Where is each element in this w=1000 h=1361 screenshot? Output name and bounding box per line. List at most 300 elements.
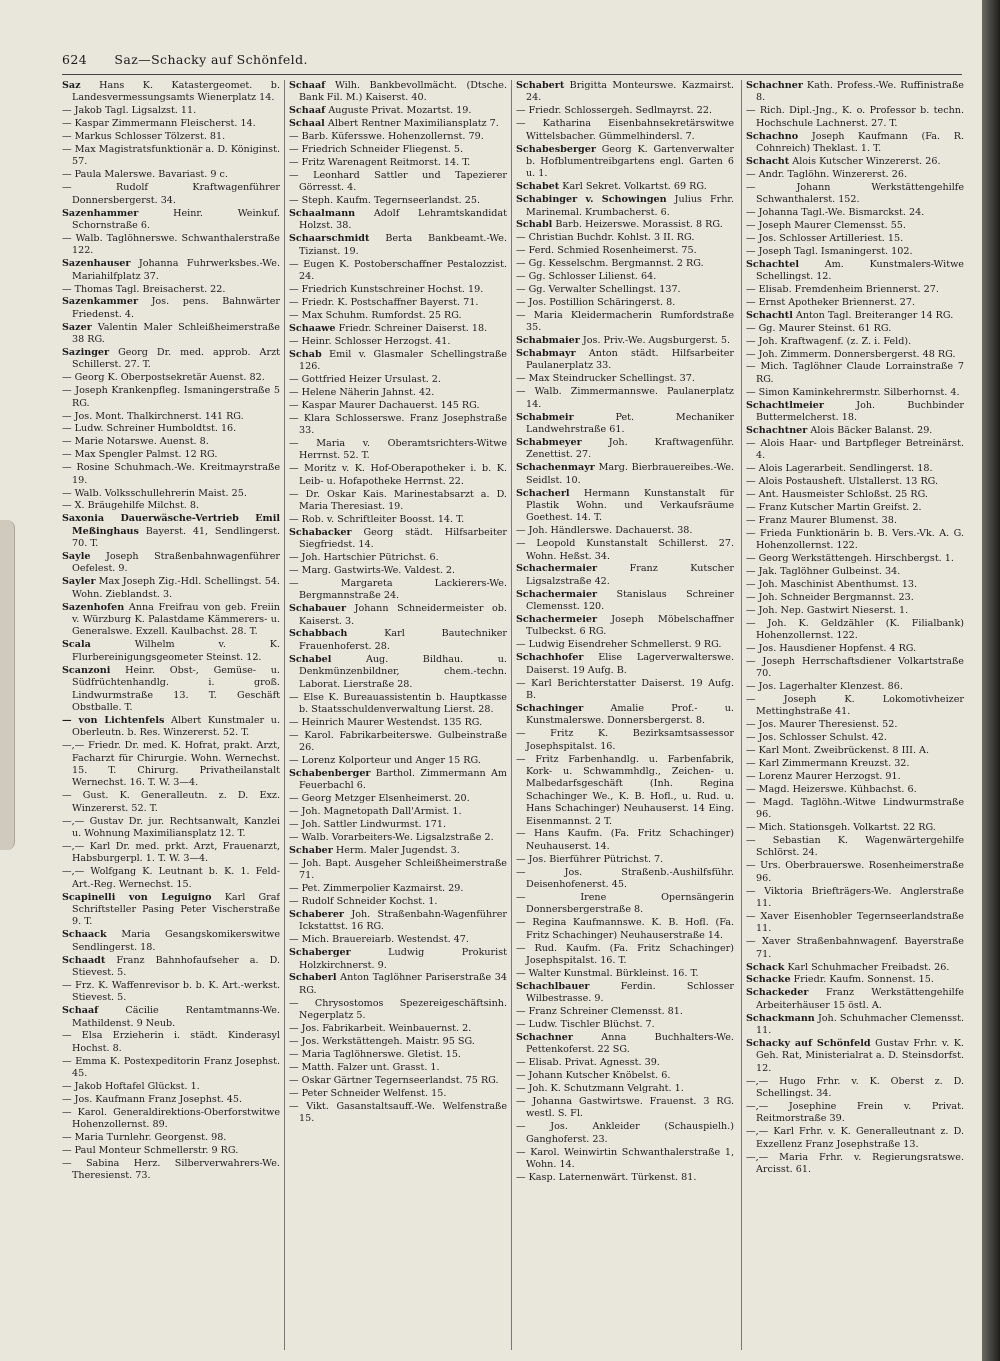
entry-text: — Viktoria Briefträgers-We. Anglerstraße 11. xyxy=(746,885,964,909)
directory-entry xyxy=(289,400,507,412)
entry-text: — Mich. Stationsgeh. Volkartst. 22 RG. xyxy=(746,822,936,834)
directory-entry xyxy=(289,565,507,577)
directory-entry xyxy=(289,1023,507,1035)
entry-text: — Kaspar Zimmermann Fleischerst. 14. xyxy=(62,118,256,130)
entry-text: — Jos. Postillion Schäringerst. 8. xyxy=(516,296,676,308)
directory-entry xyxy=(516,386,734,411)
directory-entry xyxy=(746,860,964,885)
entry-text: — Georg Metzger Elsenheimerst. 20. xyxy=(289,793,470,805)
directory-entry xyxy=(746,1013,964,1038)
directory-entry xyxy=(746,784,964,796)
entry-text: Anna Freifrau von geb. Freiin v. Würzburg K. Palastdame Kämmerers- u. Generalswe. Exzell. Kaulbachst. 28. T. xyxy=(72,601,280,638)
directory-entry xyxy=(746,605,964,617)
entry-text: Auguste Privat. Mozartst. 19. xyxy=(328,105,472,117)
directory-entry xyxy=(746,259,964,284)
entry-text: Hermann Kunstanstalt für Plastik Wohn. und Verkaufsräume Goethest. 14. T. xyxy=(526,487,734,524)
directory-entry xyxy=(62,1030,280,1055)
entry-text: — Max Steindrucker Schellingst. 37. xyxy=(516,373,695,385)
directory-entry xyxy=(289,336,507,348)
entry-text: Friedr. Schreiner Daiserst. 18. xyxy=(338,322,488,334)
entry-surname: Schabinger v. Schowingen xyxy=(516,194,667,206)
entry-text: — Katharina Eisenbahnsekretärswitwe Wittelsbacher. Gümmelhindersl. 7. xyxy=(516,118,734,142)
directory-entry xyxy=(289,131,507,143)
entry-surname: Schacherl xyxy=(516,487,570,499)
entry-surname: Schack xyxy=(746,961,785,973)
entry-text: Valentin Maler Schleißheimerstraße 38 RG. xyxy=(72,321,280,346)
entry-text: — Mich. Taglöhner Claude Lorrainstraße 7 RG. xyxy=(746,361,964,385)
entry-text: — Ernst Apotheker Briennerst. 27. xyxy=(746,296,916,308)
entry-text: — Jos. Lagerhalter Klenzest. 86. xyxy=(746,681,903,693)
directory-entry xyxy=(289,934,507,946)
directory-entry xyxy=(746,771,964,783)
directory-entry xyxy=(516,437,734,462)
entry-surname: Schab xyxy=(289,348,322,360)
entry-text: — Karl Berichterstatter Daiserst. 19 Aufg. B. xyxy=(516,677,734,701)
entry-text: — Walb. Zimmermannswe. Paulanerplatz 14. xyxy=(516,386,734,410)
directory-entry xyxy=(289,578,507,603)
directory-entry xyxy=(746,681,964,693)
entry-text: Georg städt. Hilfsarbeiter Siegfriedst. 14. xyxy=(299,526,507,551)
entry-text: — Urs. Oberbrauerswe. Rosenheimerstraße 96. xyxy=(746,860,964,884)
entry-text: Johann Schneidermeister ob. Kaiserst. 3. xyxy=(299,603,507,627)
directory-entry xyxy=(289,896,507,908)
directory-entry xyxy=(62,1132,280,1144)
entry-text: Max Joseph Zig.-Hdl. Schellingst. 54. Wohn. Zieblandst. 3. xyxy=(72,576,280,600)
entry-text: — Franz Kutscher Martin Greifst. 2. xyxy=(746,501,922,513)
entry-text: —,— Karl Dr. med. prkt. Arzt, Frauenarzt, Habsburgerpl. 1. T. W. 3—4. xyxy=(62,840,280,865)
entry-text: Stanislaus Schreiner Clemensst. 120. xyxy=(526,588,734,613)
directory-entry xyxy=(746,169,964,181)
entry-text: — X. Bräugehilfe Milchst. 8. xyxy=(62,500,200,512)
entry-surname: Schabmeyer xyxy=(516,436,582,448)
entry-surname: Schachtner xyxy=(746,424,808,436)
entry-text: Cäcilie Rentamtmanns-We. Mathildenst. 9 Neub. xyxy=(72,1005,280,1029)
entry-text: — Paula Malerswe. Bavariast. 9 c. xyxy=(62,169,228,181)
directory-entry xyxy=(746,515,964,527)
directory-entry xyxy=(289,144,507,156)
entry-text: — Franz Maurer Blumenst. 38. xyxy=(746,514,897,526)
directory-entry xyxy=(516,297,734,309)
entry-surname: Schaaf xyxy=(289,80,326,91)
entry-text: — Oskar Gärtner Tegernseerlandst. 75 RG. xyxy=(289,1074,499,1086)
entry-surname: Schaber xyxy=(289,844,333,856)
entry-text: — Maria Turnlehr. Georgenst. 98. xyxy=(62,1132,227,1144)
directory-entry xyxy=(516,892,734,917)
directory-entry xyxy=(62,576,280,601)
entry-surname: Scapinelli von Leguigno xyxy=(62,891,212,903)
directory-entry xyxy=(516,1172,734,1184)
directory-entry xyxy=(516,1032,734,1057)
directory-entry xyxy=(516,828,734,853)
entry-text: Alois Kutscher Winzererst. 26. xyxy=(792,155,941,167)
directory-entry xyxy=(516,968,734,980)
directory-entry xyxy=(62,182,280,207)
directory-entry xyxy=(289,1075,507,1087)
directory-entry xyxy=(746,361,964,386)
entry-text: — Rosine Schuhmach.-We. Kreitmayrstraße 19. xyxy=(62,462,280,486)
directory-entry xyxy=(289,730,507,755)
entry-text: — Alois Haar- und Bartpfleger Betreinärst. 4. xyxy=(746,437,964,462)
entry-surname: Schacky auf Schönfeld xyxy=(746,1037,871,1049)
entry-text: — Karol. Fabrikarbeiterswe. Gulbeinstraße 26. xyxy=(289,729,507,754)
directory-entry xyxy=(62,423,280,435)
entry-text: — Gottfried Heizer Ursulast. 2. xyxy=(289,373,441,385)
entry-text: Albert Rentner Maximiliansplatz 7. xyxy=(327,118,499,130)
entry-text: — Simon Kaminkehrermstr. Silberhornst. 4. xyxy=(746,386,960,398)
entry-text: — Johanna Gastwirtswe. Frauenst. 3 RG. westl. S. Fl. xyxy=(516,1096,734,1120)
entry-text: — Max Magistratsfunktionär a. D. Königinst. 57. xyxy=(62,144,280,168)
entry-text: Georg Dr. med. approb. Arzt Schillerst. 27. T. xyxy=(72,347,280,371)
entry-text: — Johann Kutscher Knöbelst. 6. xyxy=(516,1070,671,1082)
directory-entry xyxy=(289,1036,507,1048)
entry-text: — Karol. Weinwirtin Schwanthalerstraße 1, Wohn. 14. xyxy=(516,1146,734,1171)
entry-text: — Moritz v. K. Hof-Oberapotheker i. b. K. Leib- u. Hofapotheke Herrnst. 22. xyxy=(289,463,507,487)
entry-text: — Fritz K. Bezirksamtsassessor Josephspitalst. 16. xyxy=(516,728,734,752)
entry-surname: Sazer xyxy=(62,321,92,333)
entry-text: — Maria v. Oberamtsrichters-Witwe Herrnst. 52. T. xyxy=(289,437,507,462)
entry-text: — Joh. K. Geldzähler (K. Filialbank) Hohenzollernst. 122. xyxy=(746,617,964,641)
directory-entry xyxy=(289,463,507,488)
entry-text: Jos. pens. Bahnwärter Friedenst. 4. xyxy=(72,296,280,320)
entry-text: — Jos. Maurer Theresienst. 52. xyxy=(746,719,898,731)
directory-entry xyxy=(62,131,280,143)
directory-entry xyxy=(62,500,280,512)
directory-entry xyxy=(62,347,280,372)
entry-text: — Jakob Hoftafel Glückst. 1. xyxy=(62,1081,200,1093)
entry-surname: Schaal xyxy=(289,118,325,130)
entry-text: Joh. Buchbinder Buttermelcherst. 18. xyxy=(756,399,964,424)
entry-text: — Johann Werkstättengehilfe Schwanthalerst. 152. xyxy=(746,181,964,206)
entry-surname: Saxonia Dauerwäsche-Vertrieb Emil Meßinghaus xyxy=(62,513,280,537)
entry-text: — Joh. Maschinist Abenthumst. 13. xyxy=(746,578,918,590)
directory-entry xyxy=(516,1121,734,1146)
directory-entry xyxy=(289,208,507,233)
directory-entry xyxy=(62,980,280,1005)
directory-entry xyxy=(746,182,964,207)
entry-surname: Schachenmayr xyxy=(516,462,595,474)
directory-entry xyxy=(289,628,507,653)
entry-text: — Emma K. Postexpeditorin Franz Josephst. 45. xyxy=(62,1055,280,1080)
directory-entry xyxy=(62,1081,280,1093)
entry-text: — Gg. Schlosser Lilienst. 64. xyxy=(516,271,657,283)
directory-entry xyxy=(516,678,734,703)
directory-entry xyxy=(289,489,507,514)
directory-entry xyxy=(289,157,507,169)
entry-text: — Friedr. Schlossergeh. Sedlmayrst. 22. xyxy=(516,105,712,117)
entry-surname: Schabel xyxy=(289,653,332,665)
page-edge-shadow xyxy=(982,0,1000,1361)
entry-text: — Joh. Hartschier Pütrichst. 6. xyxy=(289,552,439,564)
entry-surname: Schachner xyxy=(746,80,803,91)
entry-surname: Sazenhofen xyxy=(62,601,125,613)
entry-text: — Regina Kaufmannswe. K. B. Hofl. (Fa. Fritz Schachinger) Neuhauserstraße 14. xyxy=(516,917,734,941)
directory-entry xyxy=(62,1005,280,1030)
entry-text: Johanna Fuhrwerksbes.-We. Mariahilfplatz 37. xyxy=(72,258,280,282)
directory-entry xyxy=(746,297,964,309)
entry-text: — Leonhard Sattler und Tapezierer Görresst. 4. xyxy=(289,169,507,194)
entry-text: — Steph. Kaufm. Tegernseerlandst. 25. xyxy=(289,195,481,207)
entry-text: Albert Kunstmaler u. Oberleutn. b. Res. Winzererst. 52. T. xyxy=(72,714,280,739)
directory-entry xyxy=(746,1038,964,1075)
directory-entry xyxy=(62,929,280,954)
entry-text: — Joseph Maurer Clemensst. 55. xyxy=(746,219,906,231)
directory-entry xyxy=(516,943,734,968)
entry-text: — Joh. Schneider Bergmannst. 23. xyxy=(746,591,914,603)
header-rule xyxy=(62,74,962,75)
entry-text: Friedr. Kaufm. Sonnenst. 15. xyxy=(793,974,934,986)
directory-entry xyxy=(516,245,734,257)
directory-entry xyxy=(289,170,507,195)
entry-surname: Sazenhauser xyxy=(62,258,131,270)
directory-entry xyxy=(289,845,507,857)
entry-text: Ludwig Prokurist Holzkirchnerst. 9. xyxy=(299,947,507,971)
entry-surname: Sazenhammer xyxy=(62,207,139,219)
directory-entry xyxy=(746,246,964,258)
entry-text: — Xaver Straßenbahnwagenf. Bayerstraße 71. xyxy=(746,936,964,960)
entry-text: — Alois Postausheft. Ulstallerst. 13 RG. xyxy=(746,476,939,488)
entry-text: — Irene Opernsängerin Donnersbergerstraße 8. xyxy=(516,892,734,916)
entry-text: Maria Gesangskomikerswitwe Sendlingerst. 18. xyxy=(72,929,280,953)
directory-entry xyxy=(289,819,507,831)
directory-entry xyxy=(289,349,507,374)
directory-entry xyxy=(289,755,507,767)
entry-text: — Christian Buchdr. Kohlst. 3 II. RG. xyxy=(516,232,695,244)
entry-text: Karl Graf Schriftsteller Pasing Peter Vischerstraße 9. T. xyxy=(72,891,280,928)
entry-surname: Schachner xyxy=(516,1031,573,1043)
directory-entry xyxy=(289,909,507,934)
directory-entry xyxy=(746,797,964,822)
directory-entry xyxy=(746,463,964,475)
entry-text: Anton städt. Hilfsarbeiter Paulanerplatz 33. xyxy=(526,348,734,372)
directory-entry xyxy=(62,790,280,815)
entry-text: Kath. Profess.-We. Ruffinistraße 8. xyxy=(756,80,964,104)
directory-entry xyxy=(516,639,734,651)
entry-text: Barb. Heizerswe. Morassist. 8 RG. xyxy=(555,219,723,231)
directory-entry xyxy=(746,349,964,361)
entry-text: — Ludw. Schreiner Humboldtst. 16. xyxy=(62,423,237,435)
entry-text: — Joh. Bapt. Ausgeher Schleißheimerstraße 71. xyxy=(289,857,507,882)
entry-surname: Schaack xyxy=(62,929,107,941)
directory-entry xyxy=(516,80,734,105)
entry-text: Joseph Kaufmann (Fa. R. Cohnreich) Theklast. 1. T. xyxy=(756,130,964,155)
entry-text: — Matth. Falzer unt. Grasst. 1. xyxy=(289,1061,440,1073)
entry-text: — Johanna Tagl.-We. Bismarckst. 24. xyxy=(746,207,925,219)
directory-column-4 xyxy=(746,80,964,1350)
directory-entry xyxy=(289,413,507,438)
entry-text: Franz Kutscher Ligsalzstraße 42. xyxy=(526,563,734,587)
entry-surname: Schachtel xyxy=(746,258,799,270)
directory-entry xyxy=(746,1152,964,1177)
entry-text: — Gg. Verwalter Schellingst. 137. xyxy=(516,284,681,295)
entry-text: Bayerst. 41, Sendlingerst. 70. T. xyxy=(72,525,280,550)
entry-surname: Schabauer xyxy=(289,603,347,615)
directory-entry xyxy=(516,258,734,270)
entry-text: Heinr. Weinkuf. Schornstraße 6. xyxy=(72,207,280,231)
entry-surname: Schaarschmidt xyxy=(289,233,370,245)
directory-entry xyxy=(289,998,507,1023)
directory-column-3 xyxy=(516,80,734,1350)
directory-entry xyxy=(746,528,964,553)
directory-entry xyxy=(516,271,734,283)
entry-text: — Barb. Küfersswe. Hohenzollernst. 79. xyxy=(289,131,484,143)
entry-text: — Magd. Taglöhn.-Witwe Lindwurmstraße 96. xyxy=(746,796,964,821)
directory-entry xyxy=(289,603,507,628)
directory-entry xyxy=(289,552,507,564)
entry-text: —,— Wolfgang K. Leutnant b. K. 1. Feld-Art.-Reg. Wernechst. 15. xyxy=(62,866,280,890)
entry-text: — Hans Kaufm. (Fa. Fritz Schachinger) Neuhauserst. 14. xyxy=(516,828,734,852)
entry-text: Adolf Lehramtskandidat Holzst. 38. xyxy=(299,208,507,232)
entry-text: — Fritz Farbenhandlg. u. Farbenfabrik, Kork- u. Schwammhdlg., Zeichen- u. Malbedarfsgeschäft (Inh. Regina Schachinger We., K. B. Hofl., u. Rud. u. Hans Schachinger) Neuhauserst. 14 Eing. Eisenmannst. 2 T. xyxy=(516,753,734,827)
directory-entry xyxy=(62,385,280,410)
entry-surname: Schachhofer xyxy=(516,652,584,664)
directory-entry xyxy=(289,284,507,296)
directory-entry xyxy=(516,1083,734,1095)
entry-surname: Sayler xyxy=(62,576,96,588)
entry-text: Anna Buchhalters-We. Pettenkoferst. 22 SG. xyxy=(526,1031,734,1056)
entry-text: — Jos. Kaufmann Franz Josephst. 45. xyxy=(62,1094,243,1105)
entry-text: — Lorenz Maurer Herzogst. 91. xyxy=(746,770,901,782)
entry-text: Franz Bahnhofaufseher a. D. Stievest. 5. xyxy=(72,954,280,978)
directory-entry xyxy=(746,987,964,1012)
entry-surname: Schaberger xyxy=(289,947,351,959)
directory-entry xyxy=(62,551,280,576)
entry-text: — Kaspar Maurer Dachauerst. 145 RG. xyxy=(289,399,480,411)
entry-surname: Schabmayr xyxy=(516,348,576,360)
column-divider xyxy=(511,80,512,1350)
entry-text: — Joseph Krankenpfleg. Ismaningerstraße 5 RG. xyxy=(62,385,280,409)
binding-clip xyxy=(0,520,15,850)
entry-text: — Ferd. Schmied Rosenheimerst. 75. xyxy=(516,245,697,257)
entry-text: —,— Gustav Dr. jur. Rechtsanwalt, Kanzlei u. Wohnung Maximiliansplatz 12. T. xyxy=(62,815,280,839)
entry-text: — Jos. Fabrikarbeit. Weinbauernst. 2. xyxy=(289,1023,472,1035)
entry-surname: Schabert xyxy=(516,80,565,91)
directory-entry xyxy=(62,841,280,866)
directory-entry xyxy=(289,323,507,335)
entry-text: Hans K. Katastergeomet. b. Landesvermessungsamts Wienerplatz 14. xyxy=(72,80,280,104)
directory-entry xyxy=(516,1057,734,1069)
entry-text: — Sebastian K. Wagenwärtergehilfe Schlörst. 24. xyxy=(746,834,964,859)
directory-entry xyxy=(746,553,964,565)
entry-surname: Schabmeir xyxy=(516,411,574,423)
directory-entry xyxy=(289,105,507,117)
entry-text: — Ludw. Tischler Blüchst. 7. xyxy=(516,1019,655,1031)
directory-entry xyxy=(62,1158,280,1183)
entry-text: Georg K. Gartenverwalter b. Hofblumentreibgartens engl. Garten 6 u. 1. xyxy=(526,143,734,180)
directory-entry xyxy=(289,1049,507,1061)
directory-entry xyxy=(746,936,964,961)
entry-text: — Joh. Nep. Gastwirt Nieserst. 1. xyxy=(746,604,909,616)
entry-surname: Schacht xyxy=(746,155,790,167)
entry-text: — Fritz Warenagent Reitmorst. 14. T. xyxy=(289,156,471,168)
entry-surname: Scanzoni xyxy=(62,664,111,676)
entry-text: — Joseph Tagl. Ismaningerst. 102. xyxy=(746,245,913,257)
entry-text: — Paul Monteur Schmellerstr. 9 RG. xyxy=(62,1145,239,1157)
directory-entry xyxy=(516,614,734,639)
entry-text: — Friedrich Schneider Fliegenst. 5. xyxy=(289,144,464,156)
entry-text: — Maria Kleidermacherin Rumfordstraße 35. xyxy=(516,309,734,334)
directory-entry xyxy=(746,758,964,770)
directory-entry xyxy=(516,867,734,892)
directory-entry xyxy=(62,462,280,487)
running-title: Saz—Schacky auf Schönfeld. xyxy=(114,52,308,67)
entry-text: Joseph Möbelschaffner Tulbeckst. 6 RG. xyxy=(526,614,734,638)
directory-entry xyxy=(62,1107,280,1132)
entry-text: Franz Werkstättengehilfe Arbeiterhäuser 15 östl. A. xyxy=(756,987,964,1011)
directory-entry xyxy=(746,835,964,860)
entry-surname: Schabbach xyxy=(289,628,348,640)
entry-text: — Joh. Händlerswe. Dachauerst. 38. xyxy=(516,525,693,537)
entry-text: — Vikt. Gasanstaltsauff.-We. Welfenstraße 15. xyxy=(289,1100,507,1124)
entry-text: — Heinr. Schlosser Herzogst. 41. xyxy=(289,335,451,347)
entry-text: —,— Hugo Frhr. v. K. Oberst z. D. Schellingst. 34. xyxy=(746,1075,964,1100)
entry-surname: — von Lichtenfels xyxy=(62,714,165,726)
entry-text: Anton Taglöhner Pariserstraße 34 RG. xyxy=(299,972,507,996)
directory-entry xyxy=(289,387,507,399)
directory-entry xyxy=(746,566,964,578)
entry-text: — Friedr. K. Postschaffner Bayerst. 71. xyxy=(289,296,479,308)
directory-entry xyxy=(289,1088,507,1100)
directory-entry xyxy=(289,118,507,130)
directory-entry xyxy=(289,438,507,463)
directory-entry xyxy=(746,323,964,335)
entry-text: Karl Schuhmacher Freibadst. 26. xyxy=(787,961,950,973)
entry-text: Berta Bankbeamt.-We. Tizianst. 19. xyxy=(299,233,507,257)
entry-text: — Frieda Funktionärin b. B. Vers.-Vk. A. G. Hohenzollernst. 122. xyxy=(746,527,964,552)
directory-entry xyxy=(62,258,280,283)
directory-entry xyxy=(746,80,964,105)
directory-entry xyxy=(62,1056,280,1081)
directory-entry xyxy=(289,858,507,883)
entry-text: — Rich. Dipl.-Jng., K. o. Professor b. techn. Hochschule Lachnerst. 27. T. xyxy=(746,105,964,129)
entry-text: —,— Karl Frhr. v. K. Generalleutnant z. D. Exzellenz Franz Josephstraße 13. xyxy=(746,1126,964,1150)
entry-surname: Schaaf xyxy=(62,1005,99,1017)
entry-text: — Joh. Sattler Lindwurmst. 171. xyxy=(289,819,446,831)
directory-entry xyxy=(62,1145,280,1157)
entry-text: — Rudolf Schneider Kochst. 1. xyxy=(289,896,438,907)
directory-entry xyxy=(516,310,734,335)
directory-entry xyxy=(746,310,964,322)
directory-entry xyxy=(289,832,507,844)
entry-text: — Gg. Maurer Steinst. 61 RG. xyxy=(746,322,892,334)
directory-entry xyxy=(516,144,734,181)
directory-entry xyxy=(746,822,964,834)
directory-entry xyxy=(516,703,734,728)
entry-text: Karl Sekret. Volkartst. 69 RG. xyxy=(562,181,707,193)
directory-entry xyxy=(516,194,734,219)
directory-entry xyxy=(746,974,964,986)
directory-entry xyxy=(62,322,280,347)
entry-text: — Jos. Straßenb.-Aushilfsführ. Deisenhofenerst. 45. xyxy=(516,866,734,891)
entry-surname: Schaadt xyxy=(62,954,106,966)
entry-text: — Walb. Vorarbeiters-We. Ligsalzstraße 2. xyxy=(289,831,494,843)
entry-surname: Schaalmann xyxy=(289,208,356,220)
directory-entry xyxy=(62,1094,280,1106)
entry-text: — Max Spengler Palmst. 12 RG. xyxy=(62,449,218,461)
entry-text: — Walb. Taglöhnerswe. Schwanthalerstraße 122. xyxy=(62,232,280,257)
entry-text: — Markus Schlosser Tölzerst. 81. xyxy=(62,131,226,143)
entry-surname: Schachermaier xyxy=(516,588,598,600)
directory-entry xyxy=(516,1147,734,1172)
directory-entry xyxy=(516,854,734,866)
entry-text: — Elsa Erzieherin i. städt. Kinderasyl Hochst. 8. xyxy=(62,1030,280,1054)
directory-entry xyxy=(289,768,507,793)
directory-entry xyxy=(62,639,280,664)
directory-entry xyxy=(516,1070,734,1082)
directory-entry xyxy=(62,118,280,130)
entry-text: — Dr. Oskar Kais. Marinestabsarzt a. D. Maria Theresiast. 19. xyxy=(289,488,507,512)
entry-text: —,— Josephine Frein v. Privat. Reitmorstraße 39. xyxy=(746,1101,964,1125)
entry-text: — Leopold Kunstanstalt Schillerst. 27. Wohn. Heßst. 34. xyxy=(516,538,734,562)
